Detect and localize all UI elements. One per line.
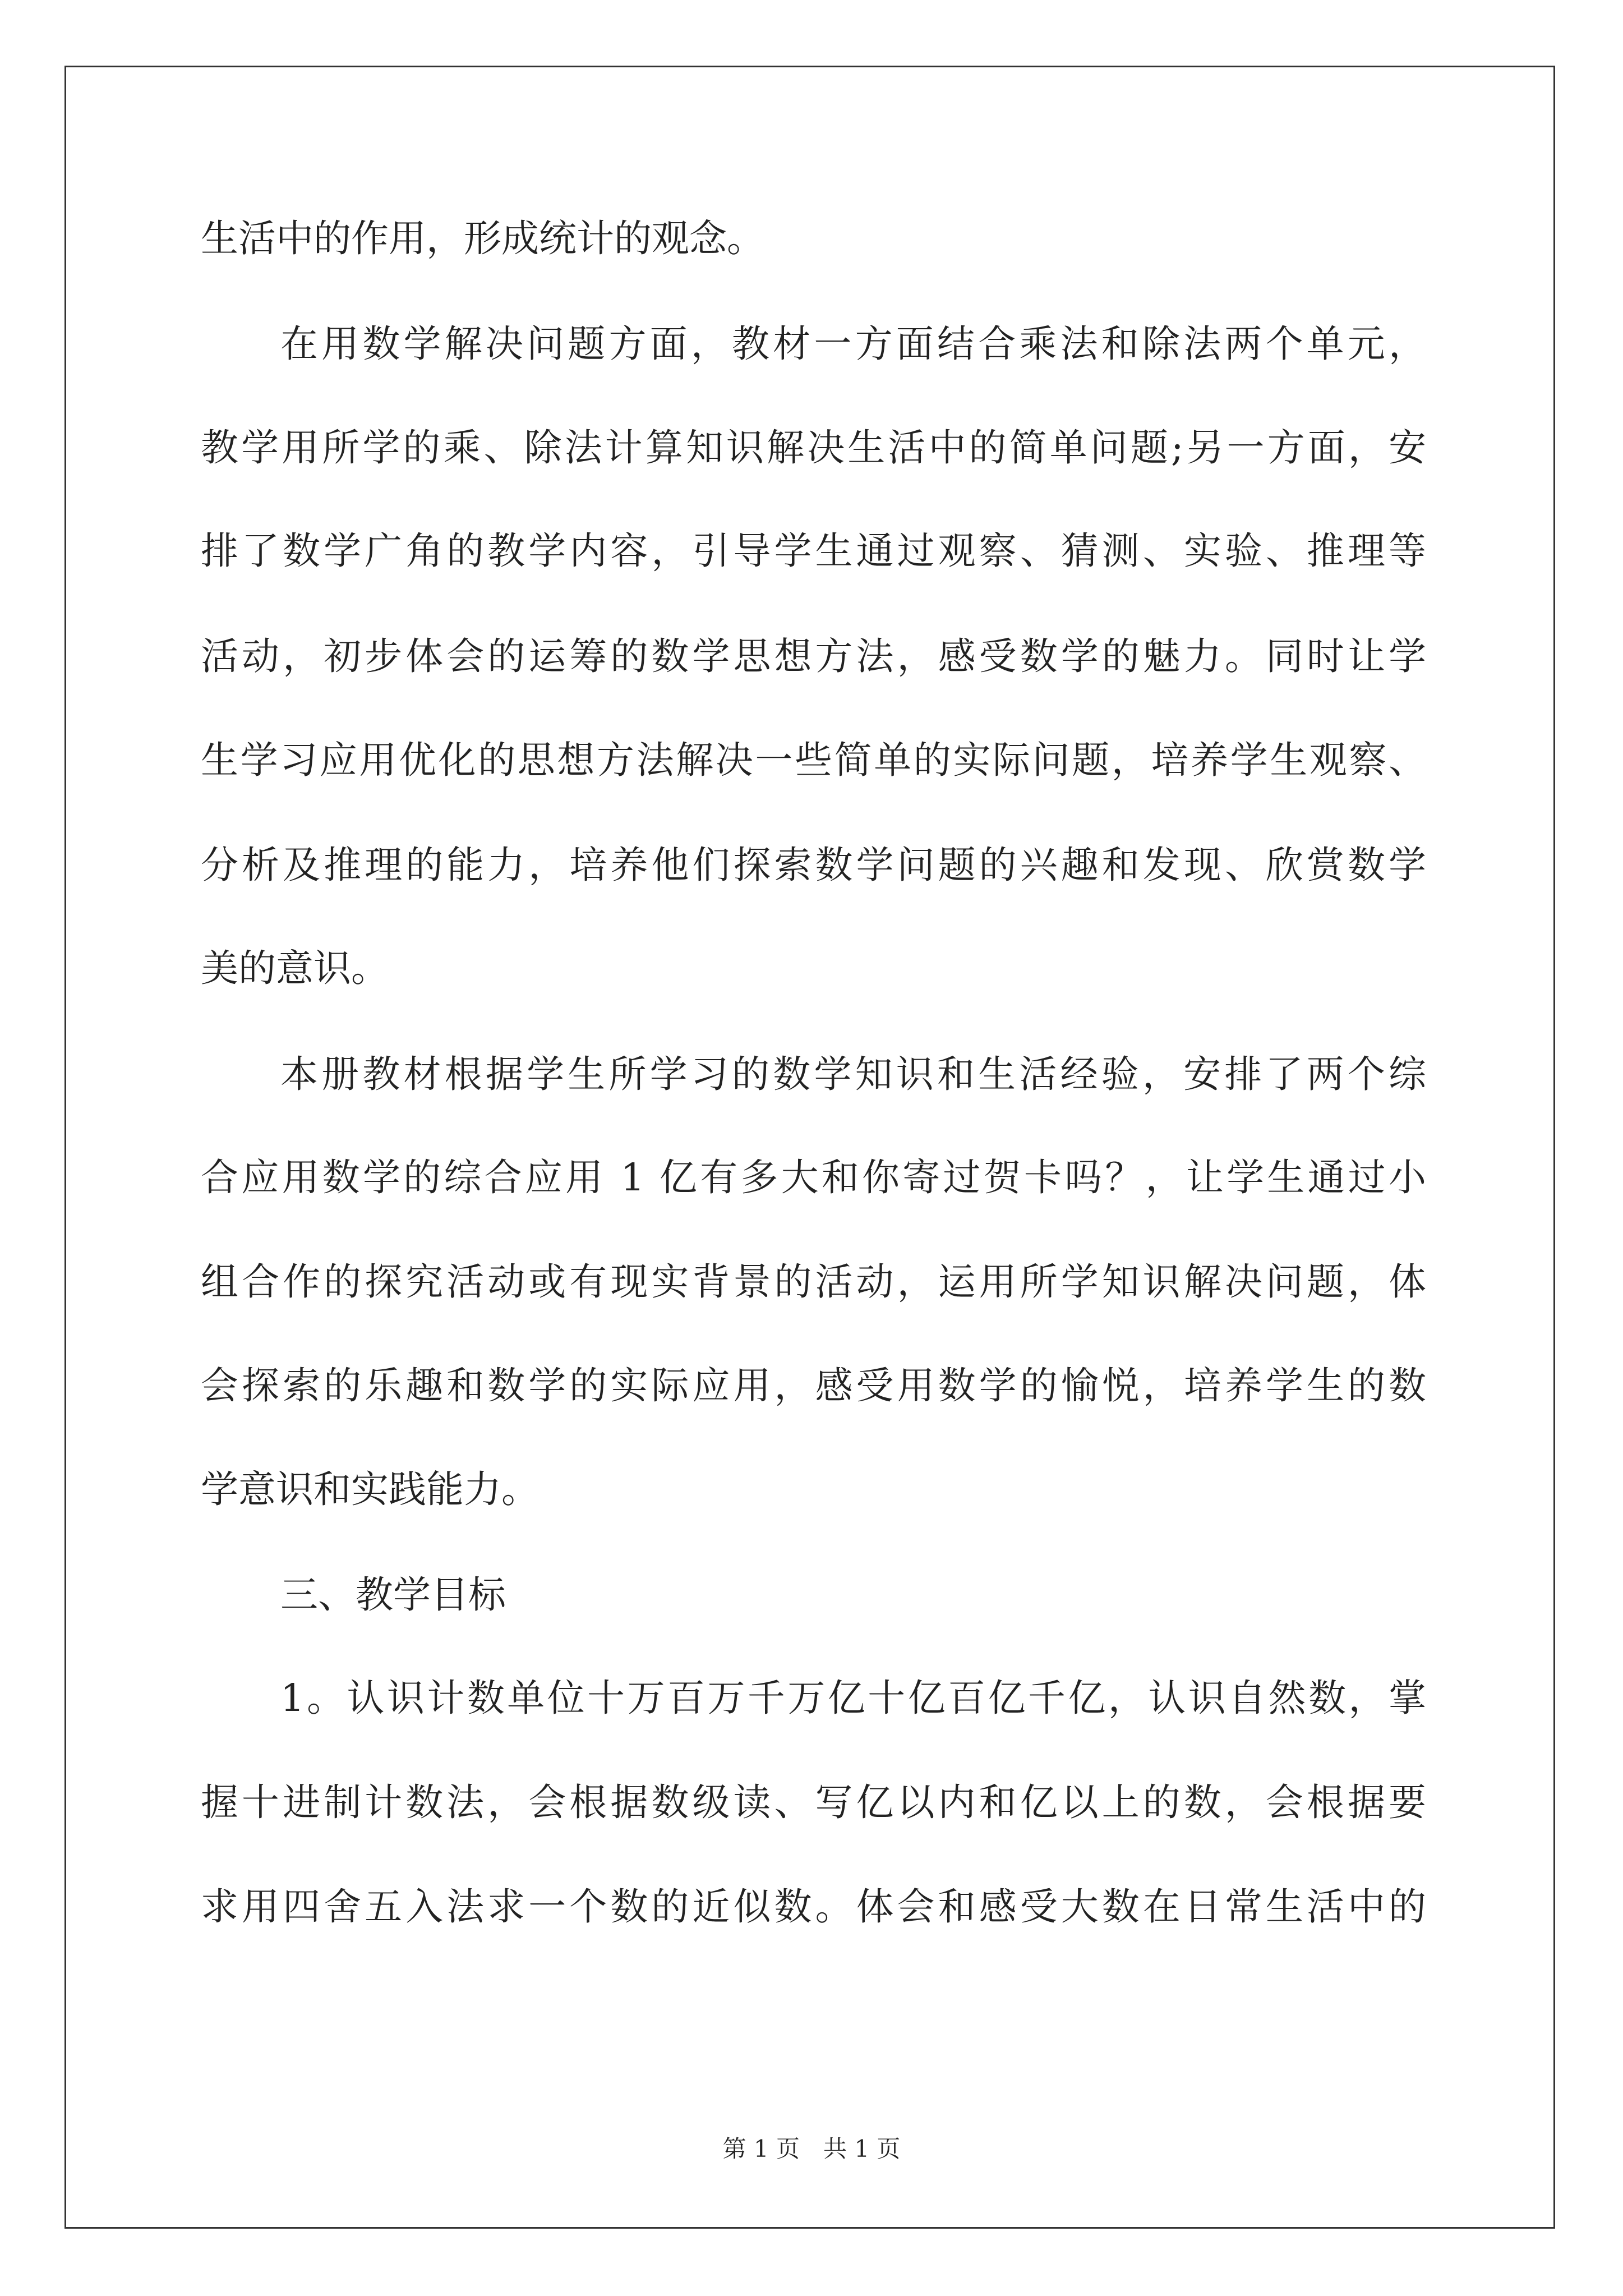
text-line: 排了数学广角的教学内容，引导学生通过观察、猜测、实验、推理等 bbox=[201, 529, 1426, 573]
text-line: 求用四舍五入法求一个数的近似数。体会和感受大数在日常生活中的 bbox=[201, 1885, 1426, 1929]
page-number-footer: 第 1 页 共 1 页 bbox=[722, 2135, 901, 2162]
text-line: 1。认识计数单位十万百万千万亿十亿百亿千亿，认识自然数，掌 bbox=[280, 1676, 1426, 1720]
text-line: 活动，初步体会的运筹的数学思想方法，感受数学的魅力。同时让学 bbox=[201, 634, 1426, 678]
text-line: 教学用所学的乘、除法计算知识解决生活中的简单问题;另一方面，安 bbox=[201, 426, 1426, 470]
text-line: 美的意识。 bbox=[201, 946, 389, 990]
text-line: 合应用数学的综合应用 1 亿有多大和你寄过贺卡吗？，让学生通过小 bbox=[201, 1156, 1426, 1199]
text-line: 分析及推理的能力，培养他们探索数学问题的兴趣和发现、欣赏数学 bbox=[201, 843, 1426, 887]
text-line: 生活中的作用，形成统计的观念。 bbox=[201, 217, 764, 260]
text-line: 会探索的乐趣和数学的实际应用，感受用数学的愉悦，培养学生的数 bbox=[201, 1364, 1426, 1407]
text-line: 组合作的探究活动或有现实背景的活动，运用所学知识解决问题，体 bbox=[201, 1260, 1426, 1304]
text-line: 在用数学解决问题方面，教材一方面结合乘法和除法两个单元， bbox=[280, 322, 1426, 366]
section-heading: 三、教学目标 bbox=[280, 1573, 506, 1617]
text-line: 握十进制计数法，会根据数级读、写亿以内和亿以上的数，会根据要 bbox=[201, 1780, 1426, 1824]
text-line: 本册教材根据学生所学习的数学知识和生活经验，安排了两个综 bbox=[280, 1052, 1426, 1096]
text-line: 学意识和实践能力。 bbox=[201, 1467, 539, 1511]
text-line: 生学习应用优化的思想方法解决一些简单的实际问题，培养学生观察、 bbox=[201, 738, 1426, 782]
